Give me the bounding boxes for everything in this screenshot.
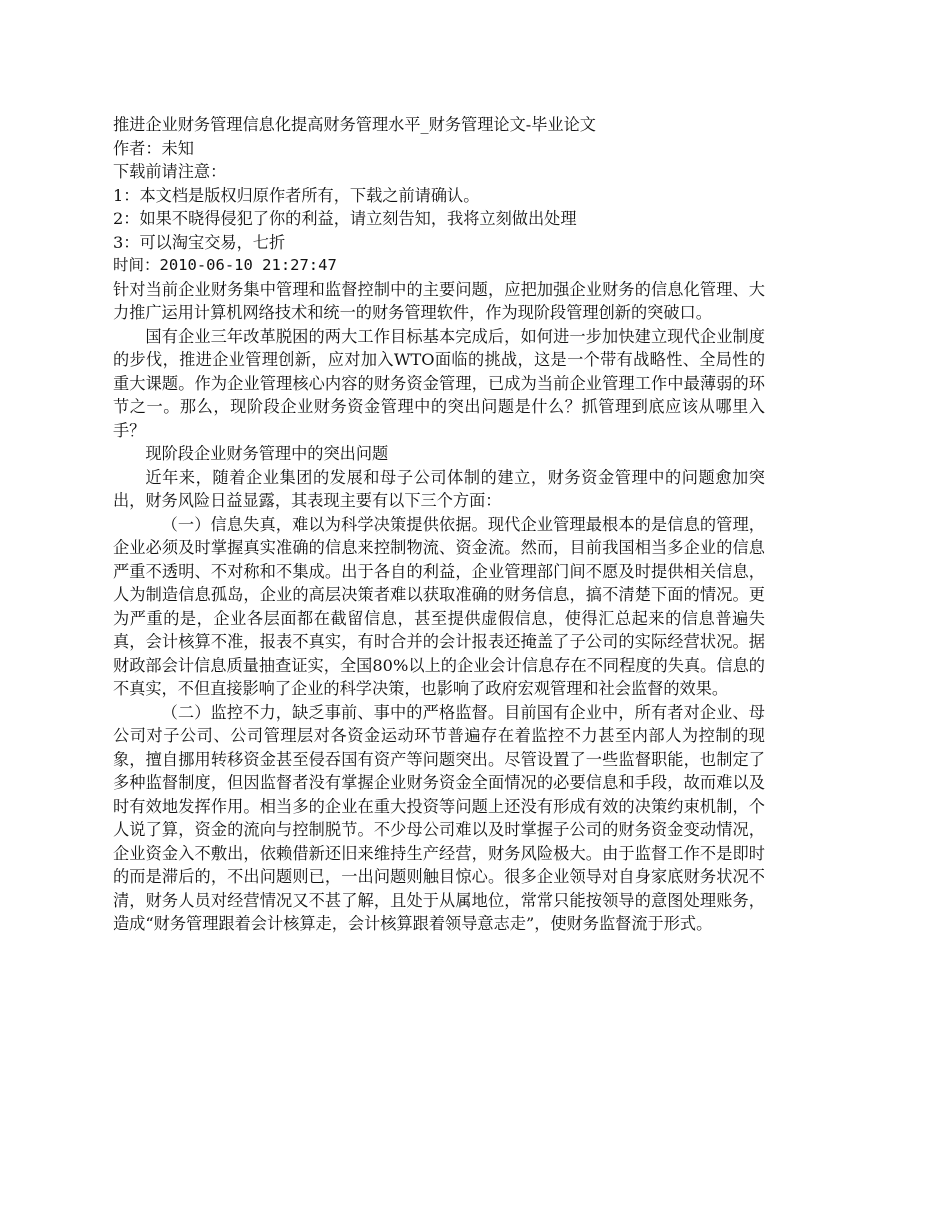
notice-item: 3：可以淘宝交易，七折 bbox=[113, 232, 286, 252]
document-time: 时间：2010-06-10 21:27:47 bbox=[113, 256, 337, 274]
notice-item: 2：如果不晓得侵犯了你的利益，请立刻告知，我将立刻做出处理 bbox=[113, 209, 577, 228]
body-paragraph: （一）信息失真，难以为科学决策提供依据。现代企业管理最根本的是信息的管理，企业必须及时掌握真实准确的信息来控制物流、资金流。然而，目前我国相当多企业的信息严重不透明、不对称和不集成。出于各自的利益，企业管理部门间不愿及时提供相关信息，人为制造信息孤岛，企业的高层决策者难以获取准确的财务信息，搞不清楚下面的情况。更为严重的是，企业各层面都在截留信息，甚至提供虚假信息，使得汇总起来的信息普遍失真，会计核算不准，报表不真实，有时合并的会计报表还掩盖了子公司的实际经营状况。据财政部会计信息质量抽查证实，全国80%以上的企业会计信息存在不同程度的失真。信息的不真实，不但直接影响了企业的科学决策，也影响了政府宏观管理和社会监督的效果。 bbox=[113, 514, 765, 698]
document-page bbox=[113, 113, 765, 936]
notice-item: 1：本文档是版权归原作者所有，下载之前请确认。 bbox=[113, 185, 480, 205]
body-paragraph: 针对当前企业财务集中管理和监督控制中的主要问题，应把加强企业财务的信息化管理、大力推广运用计算机网络技术和统一的财务管理软件，作为现阶段管理创新的突破口。 bbox=[113, 279, 765, 322]
body-paragraph: （二）监控不力，缺乏事前、事中的严格监督。目前国有企业中，所有者对企业、母公司对子公司、公司管理层对各资金运动环节普遍存在着监控不力甚至内部人为控制的现象，擅自挪用转移资金甚至侵吞国有资产等问题突出。尽管设置了一些监督职能，也制定了多种监督制度，但因监督者没有掌握企业财务资金全面情况的必要信息和手段，故而难以及时有效地发挥作用。相当多的企业在重大投资等问题上还没有形成有效的决策约束机制，个人说了算，资金的流向与控制脱节。不少母公司难以及时掌握子公司的财务资金变动情况，企业资金入不敷出，依赖借新还旧来维持生产经营，财务风险极大。由于监督工作不是即时的而是滞后的，不出问题则已，一出问题则触目惊心。很多企业领导对自身家底财务状况不清，财务人员对经营情况又不甚了解，且处于从属地位，常常只能按领导的意图处理账务，造成“财务管理跟着会计核算走，会计核算跟着领导意志走”，使财务监督流于形式。 bbox=[113, 702, 765, 933]
body-paragraph: 国有企业三年改革脱困的两大工作目标基本完成后，如何进一步加快建立现代企业制度的步伐，推进企业管理创新，应对加入WTO面临的挑战，这是一个带有战略性、全局性的重大课题。作为企业管理核心内容的财务资金管理，已成为当前企业管理工作中最薄弱的环节之一。那么，现阶段企业财务资金管理中的突出问题是什么？抓管理到底应该从哪里入手？ bbox=[113, 326, 765, 440]
document-author: 作者：未知 bbox=[113, 138, 194, 158]
section-heading: 现阶段企业财务管理中的突出问题 bbox=[145, 444, 389, 463]
notice-title: 下载前请注意： bbox=[113, 162, 227, 181]
body-paragraph: 近年来，随着企业集团的发展和母子公司体制的建立，财务资金管理中的问题愈加突出，财务风险日益显露，其表现主要有以下三个方面： bbox=[113, 467, 765, 510]
document-title: 推进企业财务管理信息化提高财务管理水平_财务管理论文-毕业论文 bbox=[113, 115, 596, 134]
